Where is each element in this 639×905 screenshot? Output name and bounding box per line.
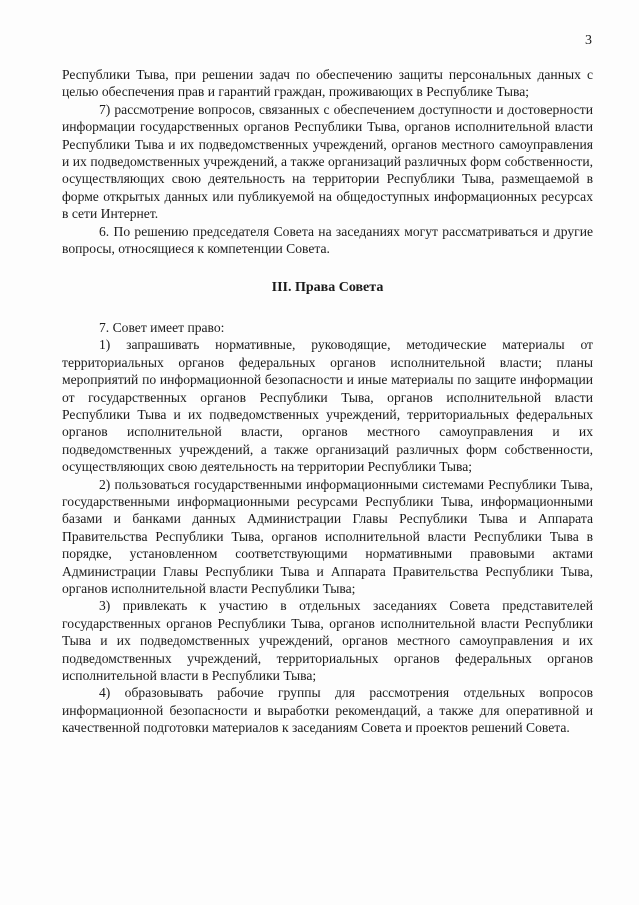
paragraph-7-intro: 7. Совет имеет право: (99, 319, 225, 335)
paragraph-6: 6. По решению председателя Совета на заседаниях могут рассматриваться и другие вопросы, относящиеся к компетенции Совета. (62, 223, 593, 257)
document-body (62, 66, 593, 737)
paragraph-right-2: 2) пользоваться государственными информационными системами Республики Тыва, государственными информационными ресурсами Республики Тыва, информационными базами и банками данных Администрации Главы Республики Тыва и Аппарата Правительства Республики Тыва, органов исполнительной власти Республики Тыва в порядке, установленном соответствующими нормативными правовыми актами Администрации Главы Республики Тыва и Аппарата Правительства Республики Тыва, органов исполнительной власти Республики Тыва; (62, 476, 593, 596)
section-heading: III. Права Совета (271, 280, 384, 296)
paragraph-right-3: 3) привлекать к участию в отдельных заседаниях Совета представителей государственных органов Республики Тыва, органов исполнительной власти Республики Тыва и их подведомственных учреждений, органов местного самоуправления и их подведомственных учреждений, территориальных органов федеральных органов исполнительной власти в Республики Тыва; (62, 598, 593, 683)
page-number: 3 (585, 33, 592, 48)
paragraph-right-1: 1) запрашивать нормативные, руководящие, методические материалы от территориальных органов федеральных органов исполнительной власти; планы мероприятий по информационной безопасности и иные материалы по защите информации от государственных органов Республики Тыва, органов исполнительной власти Республики Тыва и их подведомственных учреждений, территориальных федеральных органов исполнительной власти, органов местного самоуправления и их подведомственных учреждений, а также организаций различных форм собственности, осуществляющих свою деятельность на территории Республики Тыва; (62, 337, 593, 475)
paragraph-item-7: 7) рассмотрение вопросов, связанных с обеспечением доступности и достоверности информации государственных органов Республики Тыва, органов исполнительной власти Республики Тыва и их подведомственных учреждений, органов местного самоуправления и их подведомственных учреждений, а также организаций различных форм собственности, осуществляющих свою деятельность на территории Республики Тыва, размещаемой в форме открытых данных или публикуемой на общедоступных информационных ресурсах в сети Интернет. (62, 101, 593, 222)
paragraph-right-4: 4) образовывать рабочие группы для рассмотрения отдельных вопросов информационной безопасности и выработки рекомендаций, а также для оперативной и качественной подготовки материалов к заседаниям Совета и проектов решений Совета. (62, 685, 593, 736)
paragraph-continuation: Республики Тыва, при решении задач по обеспечению защиты персональных данных с целью обеспечения прав и гарантий граждан, проживающих в Республике Тыва; (62, 67, 593, 100)
